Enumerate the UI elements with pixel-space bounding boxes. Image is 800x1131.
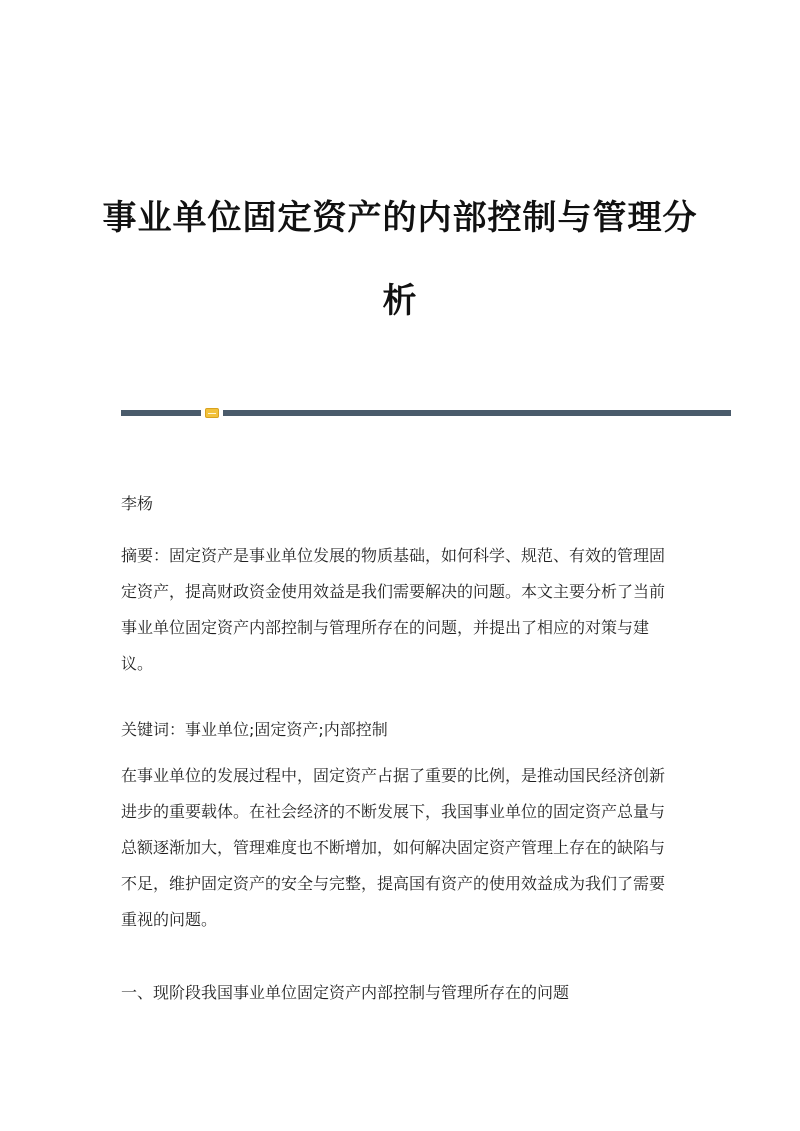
divider-bar-right bbox=[223, 410, 731, 416]
body-line: 在事业单位的发展过程中，固定资产占据了重要的比例，是推动国民经济创新 bbox=[121, 766, 666, 785]
author-name: 李杨 bbox=[121, 494, 154, 513]
document-title-line-1: 事业单位固定资产的内部控制与管理分 bbox=[102, 198, 698, 238]
abstract-line: 事业单位固定资产内部控制与管理所存在的问题，并提出了相应的对策与建 bbox=[121, 618, 650, 637]
abstract-line: 议。 bbox=[121, 654, 154, 673]
section-heading: 一、现阶段我国事业单位固定资产内部控制与管理所存在的问题 bbox=[121, 983, 570, 1002]
body-line: 不足，维护固定资产的安全与完整，提高国有资产的使用效益成为我们了需要 bbox=[121, 874, 666, 893]
keywords: 关键词：事业单位;固定资产;内部控制 bbox=[121, 720, 388, 739]
document-badge-icon bbox=[205, 408, 219, 418]
abstract-line: 定资产，提高财政资金使用效益是我们需要解决的问题。本文主要分析了当前 bbox=[121, 582, 666, 601]
divider-bar-left bbox=[121, 410, 201, 416]
title-divider bbox=[121, 408, 731, 418]
abstract-line: 摘要：固定资产是事业单位发展的物质基础，如何科学、规范、有效的管理固 bbox=[121, 546, 666, 565]
abstract bbox=[121, 538, 681, 682]
body-line: 总额逐渐加大，管理难度也不断增加，如何解决固定资产管理上存在的缺陷与 bbox=[121, 838, 666, 857]
body-line: 重视的问题。 bbox=[121, 910, 218, 929]
body-paragraph bbox=[121, 758, 681, 938]
document-title-line-2: 析 bbox=[382, 281, 418, 321]
body-line: 进步的重要载体。在社会经济的不断发展下，我国事业单位的固定资产总量与 bbox=[121, 802, 666, 821]
